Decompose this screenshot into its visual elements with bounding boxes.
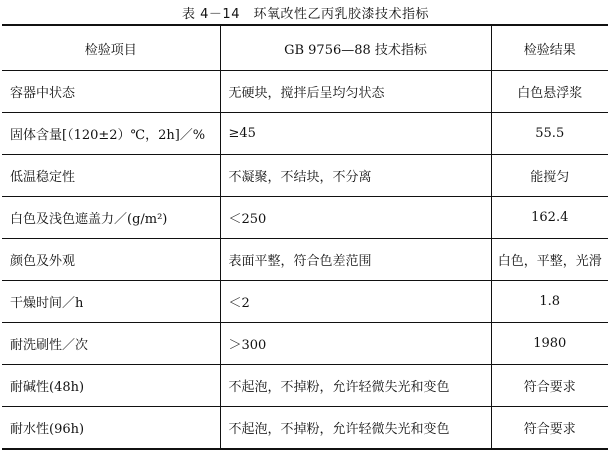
row-item: 固体含量[（120±2）℃，2h]／% <box>2 113 220 155</box>
spec-table <box>2 24 608 450</box>
row-item: 耐洗刷性／次 <box>2 323 220 365</box>
table-row <box>2 365 608 407</box>
row-result: 55.5 <box>491 113 608 155</box>
row-spec: 不凝聚，不结块，不分离 <box>220 155 491 197</box>
table-row <box>2 113 608 155</box>
row-result: 白色悬浮浆 <box>491 71 608 113</box>
row-result: 符合要求 <box>491 407 608 450</box>
row-item: 颜色及外观 <box>2 239 220 281</box>
row-spec: ＜2 <box>220 281 491 323</box>
table-header-row <box>2 25 608 71</box>
row-result: 1.8 <box>491 281 608 323</box>
row-spec: 表面平整，符合色差范围 <box>220 239 491 281</box>
row-spec: 无硬块，搅拌后呈均匀状态 <box>220 71 491 113</box>
header-standard-spec: GB 9756—88 技术指标 <box>220 25 491 71</box>
row-result: 符合要求 <box>491 365 608 407</box>
row-item: 白色及浅色遮盖力／(g/m²) <box>2 197 220 239</box>
table-row <box>2 323 608 365</box>
row-item: 耐水性(96h) <box>2 407 220 450</box>
row-item: 耐碱性(48h) <box>2 365 220 407</box>
row-item: 低温稳定性 <box>2 155 220 197</box>
table-row <box>2 239 608 281</box>
row-item: 容器中状态 <box>2 71 220 113</box>
row-spec: ＞300 <box>220 323 491 365</box>
table-row <box>2 407 608 450</box>
row-result: 1980 <box>491 323 608 365</box>
table-row <box>2 155 608 197</box>
row-result: 白色，平整，光滑 <box>491 239 608 281</box>
table-caption: 表 4－14 环氧改性乙丙乳胶漆技术指标 <box>182 7 429 22</box>
row-result: 162.4 <box>491 197 608 239</box>
row-spec: ≥45 <box>220 113 491 155</box>
header-test-item: 检验项目 <box>84 42 137 58</box>
row-result: 能搅匀 <box>491 155 608 197</box>
table-row <box>2 71 608 113</box>
row-item: 干燥时间／h <box>2 281 220 323</box>
header-test-result: 检验结果 <box>491 25 608 71</box>
table-row <box>2 281 608 323</box>
row-spec: ＜250 <box>220 197 491 239</box>
table-row <box>2 197 608 239</box>
row-spec: 不起泡，不掉粉，允许轻微失光和变色 <box>220 407 491 450</box>
row-spec: 不起泡，不掉粉，允许轻微失光和变色 <box>220 365 491 407</box>
